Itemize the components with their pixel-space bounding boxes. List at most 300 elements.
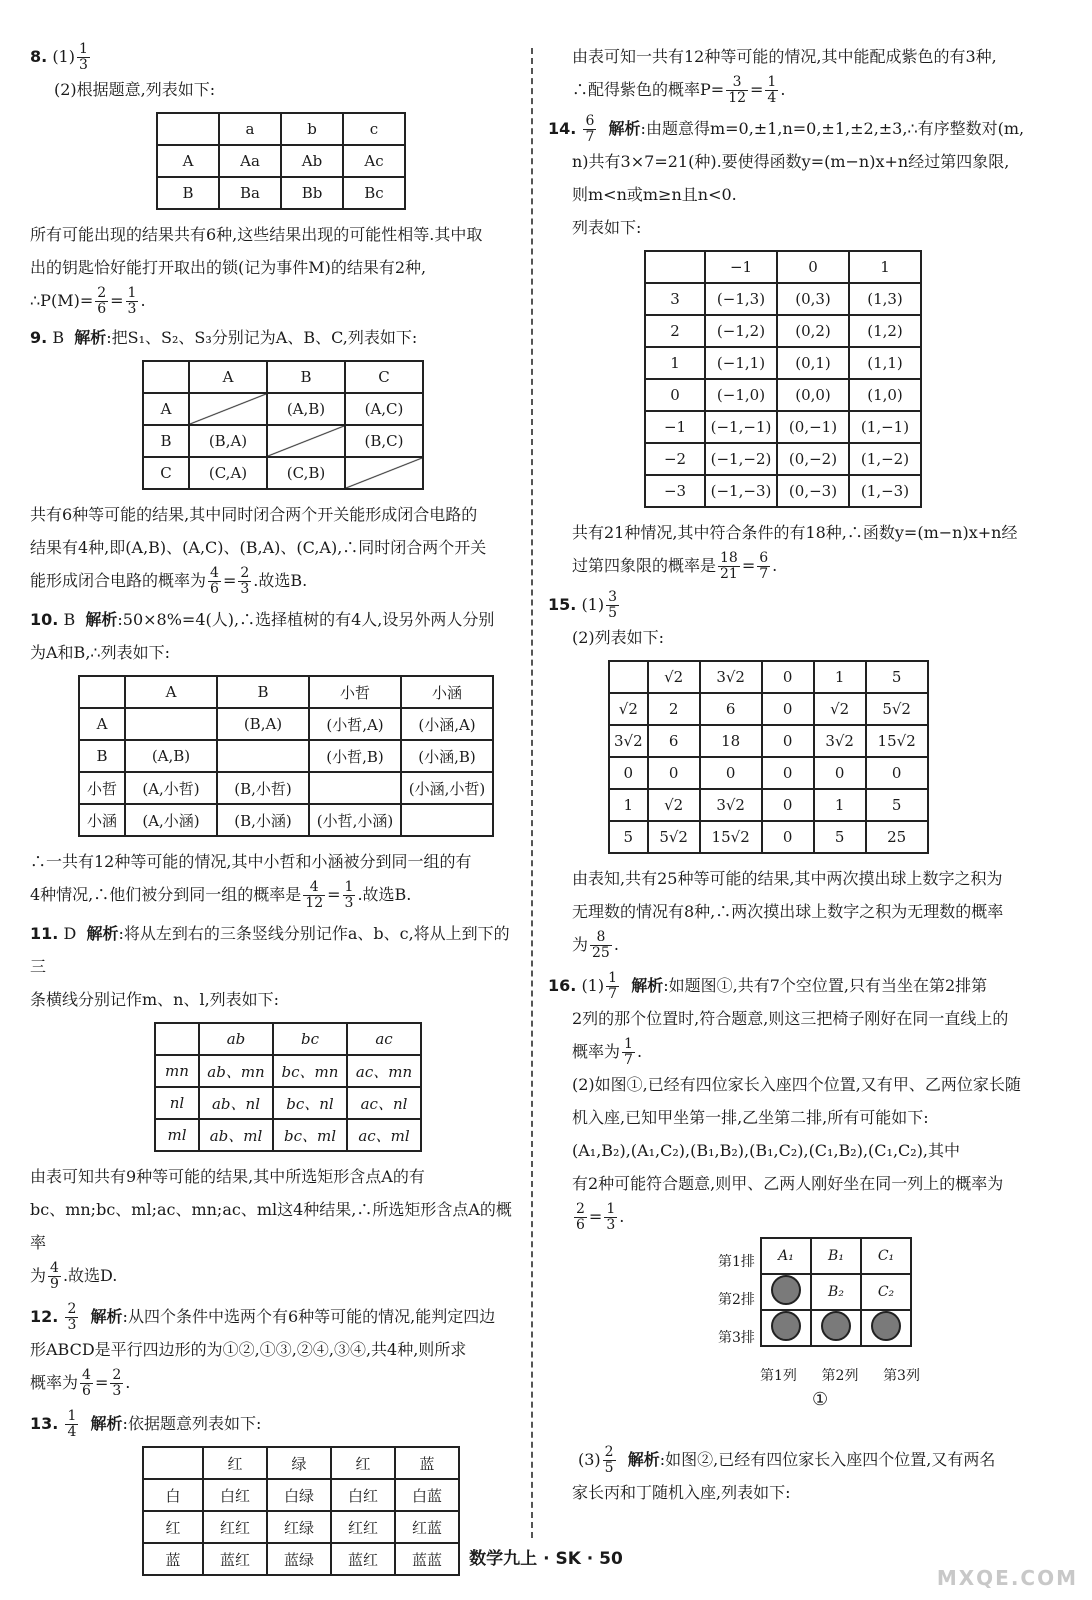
table-cell: 2 bbox=[645, 315, 705, 347]
table-cell: (C,B) bbox=[267, 457, 345, 489]
table-cell: −2 bbox=[645, 443, 705, 475]
table-cell: 蓝 bbox=[143, 1543, 203, 1575]
seat-grid bbox=[760, 1237, 912, 1347]
table-row bbox=[609, 757, 928, 789]
q8-part2: (2)根据题意,列表如下: bbox=[54, 80, 216, 99]
q14-number: 14. bbox=[548, 119, 577, 138]
q13-text-2: ∴配得紫色的概率P= $\frac{3}{12}$ = $\frac{1}{4}$ . bbox=[572, 74, 786, 106]
table-cell: (1,0) bbox=[849, 379, 921, 411]
q14-text-4: 共有21种情况,其中符合条件的有18种,∴函数y=(m−n)x+n经 bbox=[572, 523, 1018, 542]
table-cell: 2 bbox=[648, 693, 700, 725]
table-cell bbox=[401, 804, 493, 836]
table-row bbox=[645, 347, 921, 379]
q10-frac-a bbox=[303, 880, 325, 910]
table-cell: 6 bbox=[700, 693, 762, 725]
seat-dot-icon bbox=[771, 1311, 801, 1341]
table-cell: ml bbox=[155, 1119, 199, 1151]
table-cell: c bbox=[343, 113, 405, 145]
numerator: 1 bbox=[127, 285, 137, 302]
q10-text-1: 为A和B,∴列表如下: bbox=[30, 643, 170, 662]
q9-text-1: 共有6种等可能的结果,其中同时闭合两个开关能形成闭合电路的 bbox=[30, 505, 478, 524]
denominator: 7 bbox=[585, 129, 595, 145]
numerator: 4 bbox=[50, 1260, 59, 1277]
table-cell: 0 bbox=[645, 379, 705, 411]
table-cell: √2 bbox=[648, 789, 700, 821]
left-column bbox=[30, 40, 525, 1584]
table-cell: (小涵,B) bbox=[401, 740, 493, 772]
table-cell: 白 bbox=[143, 1479, 203, 1511]
numerator: 2 bbox=[576, 1201, 585, 1218]
table-cell: 蓝 bbox=[395, 1447, 459, 1479]
table-cell: A bbox=[125, 676, 217, 708]
col-label-3: 第3列 bbox=[883, 1368, 920, 1384]
table-cell: (A,B) bbox=[125, 740, 217, 772]
occupied-seat-icon bbox=[761, 1310, 811, 1346]
col-label-1: 第1列 bbox=[760, 1368, 797, 1384]
q15-text-1: 由表知,共有25种等可能的结果,其中两次摸出球上数字之积为 bbox=[572, 869, 1003, 888]
table-cell: Bc bbox=[343, 177, 405, 209]
q14-answer-frac bbox=[583, 114, 596, 144]
table-cell bbox=[609, 661, 648, 693]
table-cell: 15√2 bbox=[866, 725, 928, 757]
q13-answer-frac bbox=[65, 1409, 78, 1439]
table-cell: Ac bbox=[343, 145, 405, 177]
denominator: 5 bbox=[604, 1460, 614, 1476]
denominator: 12 bbox=[305, 895, 324, 911]
q12-analysis-label: 解析 bbox=[90, 1307, 123, 1326]
table-cell: (B,C) bbox=[345, 425, 423, 457]
table-cell: 1 bbox=[849, 251, 921, 283]
seat-dot-icon bbox=[771, 1275, 801, 1305]
numerator: 1 bbox=[608, 970, 618, 987]
table-row bbox=[143, 361, 423, 393]
table-cell: 15√2 bbox=[700, 821, 762, 853]
denominator: 7 bbox=[608, 986, 618, 1002]
numerator: 2 bbox=[240, 565, 250, 582]
q11-text-0: :将从左到右的三条竖线分别记作a、b、c,将从上到下的三 bbox=[30, 924, 510, 976]
table-row bbox=[157, 145, 405, 177]
table-row bbox=[143, 1447, 459, 1479]
q8-frac-a bbox=[95, 286, 108, 316]
table-row bbox=[157, 177, 405, 209]
q9-answer: B bbox=[52, 328, 65, 347]
table-cell: mn bbox=[155, 1055, 199, 1087]
table-cell: 1 bbox=[645, 347, 705, 379]
q13-text-0: :依据题意列表如下: bbox=[122, 1414, 262, 1433]
table-row bbox=[155, 1023, 421, 1055]
q14-table bbox=[644, 250, 922, 508]
q11-text-3: bc、mn;bc、ml;ac、mn;ac、ml这4种结果,∴所选矩形含点A的概率 bbox=[30, 1200, 512, 1252]
table-row bbox=[79, 676, 493, 708]
q16-text-7: :如图②,已经有四位家长入座四个位置,又有两名 bbox=[659, 1450, 996, 1469]
table-row bbox=[645, 443, 921, 475]
table-cell: 3√2 bbox=[700, 661, 762, 693]
occupied-seat-icon bbox=[761, 1274, 811, 1310]
table-cell: (C,A) bbox=[189, 457, 267, 489]
table-cell: 白蓝 bbox=[395, 1479, 459, 1511]
table-cell: (0,−1) bbox=[777, 411, 849, 443]
page-footer: 数学九上 · SK · 50 bbox=[469, 1549, 623, 1569]
q15-part2: (2)列表如下: bbox=[572, 628, 665, 647]
q16-part2: (2)如图①,已经有四位家长入座四个位置,又有甲、乙两位家长随 bbox=[572, 1075, 1021, 1094]
q16-answer-frac bbox=[606, 971, 619, 1001]
numerator: 1 bbox=[344, 879, 354, 896]
table-row bbox=[155, 1055, 421, 1087]
empty-seat: B₁ bbox=[811, 1238, 861, 1274]
q8-number: 8. bbox=[30, 47, 48, 66]
table-cell: (−1,3) bbox=[705, 283, 777, 315]
denominator: 5 bbox=[608, 605, 618, 621]
table-cell: −1 bbox=[645, 411, 705, 443]
q13-prob-label: ∴配得紫色的概率P= bbox=[572, 80, 725, 99]
table-cell: A bbox=[79, 708, 125, 740]
table-cell bbox=[79, 676, 125, 708]
denominator: 7 bbox=[759, 566, 769, 582]
numerator: 4 bbox=[303, 880, 325, 896]
empty-seat: C₁ bbox=[861, 1238, 911, 1274]
table-cell bbox=[143, 1447, 203, 1479]
table-cell: B bbox=[217, 676, 309, 708]
seat-row-labels bbox=[718, 1243, 755, 1357]
table-cell: ac、ml bbox=[347, 1119, 421, 1151]
table-cell: (0,3) bbox=[777, 283, 849, 315]
table-row bbox=[155, 1087, 421, 1119]
q16-frac-a bbox=[622, 1037, 635, 1067]
table-cell: B bbox=[157, 177, 219, 209]
table-row bbox=[645, 411, 921, 443]
table-row bbox=[609, 661, 928, 693]
q12-frac-a bbox=[80, 1368, 93, 1398]
numerator: 8 bbox=[590, 930, 612, 946]
table-cell: 0 bbox=[648, 757, 700, 789]
table-row bbox=[79, 740, 493, 772]
q13-number: 13. bbox=[30, 1414, 59, 1433]
table-row bbox=[609, 725, 928, 757]
table-cell: A bbox=[189, 361, 267, 393]
denominator: 25 bbox=[592, 945, 610, 961]
table-cell bbox=[155, 1023, 199, 1055]
q15-frac-a bbox=[590, 930, 612, 960]
table-cell: Bb bbox=[281, 177, 343, 209]
table-cell: 0 bbox=[762, 693, 814, 725]
seat-row bbox=[761, 1310, 911, 1346]
empty-seat: C₂ bbox=[861, 1274, 911, 1310]
table-cell: ab、mn bbox=[199, 1055, 273, 1087]
q16-text-4: (A₁,B₂),(A₁,C₂),(B₁,B₂),(B₁,C₂),(C₁,B₂),(C₁,C₂),其中 bbox=[572, 1141, 961, 1160]
q14-text-1: n)共有3×7=21(种).要使得函数y=(m−n)x+n经过第四象限, bbox=[572, 152, 1010, 171]
table-cell: 0 bbox=[762, 821, 814, 853]
table-cell: 0 bbox=[762, 789, 814, 821]
table-cell: 小哲 bbox=[309, 676, 401, 708]
numerator: 3 bbox=[608, 589, 618, 606]
table-cell: (B,小哲) bbox=[217, 772, 309, 804]
table-cell: 小涵 bbox=[401, 676, 493, 708]
table-cell: (0,0) bbox=[777, 379, 849, 411]
numerator: 18 bbox=[720, 550, 738, 567]
q16-text-0: :如题图①,共有7个空位置,只有当坐在第2排第 bbox=[663, 976, 988, 995]
table-cell: √2 bbox=[648, 661, 700, 693]
q10-table bbox=[78, 675, 494, 837]
q12-text-1: 形ABCD是平行四边形的为①②,①③,②④,③④,共4种,则所求 bbox=[30, 1340, 467, 1359]
col-label-2: 第2列 bbox=[821, 1368, 859, 1384]
table-cell: 蓝绿 bbox=[267, 1543, 331, 1575]
table-cell: (1,2) bbox=[849, 315, 921, 347]
table-cell: 5 bbox=[866, 661, 928, 693]
table-cell: 小哲 bbox=[79, 772, 125, 804]
table-cell: (−1,−2) bbox=[705, 443, 777, 475]
denominator: 6 bbox=[82, 1383, 91, 1399]
q8-table bbox=[156, 112, 406, 210]
numerator: 6 bbox=[585, 113, 595, 130]
table-row bbox=[645, 315, 921, 347]
table-cell bbox=[645, 251, 705, 283]
q14-text-3: 列表如下: bbox=[572, 218, 642, 237]
seat-row bbox=[761, 1238, 911, 1274]
table-cell: (A,小哲) bbox=[125, 772, 217, 804]
q14-text-2: 则m<n或m≥n且n<0. bbox=[572, 185, 737, 204]
table-cell: 白红 bbox=[331, 1479, 395, 1511]
q16-text-3: 机入座,已知甲坐第一排,乙坐第二排,所有可能如下: bbox=[572, 1108, 929, 1127]
table-cell: (1,−1) bbox=[849, 411, 921, 443]
table-cell: −1 bbox=[705, 251, 777, 283]
table-cell: 0 bbox=[762, 661, 814, 693]
numerator: 1 bbox=[624, 1036, 633, 1053]
table-row bbox=[609, 693, 928, 725]
table-cell: (−1,0) bbox=[705, 379, 777, 411]
q8-text-1: 所有可能出现的结果共有6种,这些结果出现的可能性相等.其中取 bbox=[30, 225, 483, 244]
table-cell: (A,B) bbox=[267, 393, 345, 425]
table-cell: ac bbox=[347, 1023, 421, 1055]
table-row bbox=[157, 113, 405, 145]
table-cell: (−1,2) bbox=[705, 315, 777, 347]
table-cell: 绿 bbox=[267, 1447, 331, 1479]
q9-text-3: 能形成闭合电路的概率为 $\frac{4}{6}$ = $\frac{2}{3}$ .故选B. bbox=[30, 565, 308, 597]
right-column bbox=[548, 40, 1063, 1509]
table-cell: Ba bbox=[219, 177, 281, 209]
table-cell: 5 bbox=[866, 789, 928, 821]
q9-analysis-label: 解析 bbox=[74, 328, 107, 347]
occupied-seat-icon bbox=[811, 1310, 861, 1346]
q11-analysis-label: 解析 bbox=[86, 924, 119, 943]
table-cell bbox=[189, 393, 267, 425]
table-cell: a bbox=[219, 113, 281, 145]
q15-text-3: 为 $\frac{8}{25}$ . bbox=[572, 929, 619, 961]
empty-seat: A₁ bbox=[761, 1238, 811, 1274]
table-cell: 3√2 bbox=[814, 725, 866, 757]
table-cell: (−1,−1) bbox=[705, 411, 777, 443]
numerator: 1 bbox=[606, 1201, 616, 1218]
table-cell bbox=[125, 708, 217, 740]
q12-answer-frac bbox=[65, 1302, 78, 1332]
denominator: 6 bbox=[576, 1217, 585, 1233]
q8-text-2: 出的钥匙恰好能打开取出的锁(记为事件M)的结果有2种, bbox=[30, 258, 427, 277]
q16-analysis-label: 解析 bbox=[631, 976, 664, 995]
q8-line-1 bbox=[30, 40, 525, 73]
q13-text-1: 由表可知一共有12种等可能的情况,其中能配成紫色的有3种, bbox=[572, 47, 997, 66]
table-cell: (1,1) bbox=[849, 347, 921, 379]
table-row bbox=[609, 821, 928, 853]
q11-number: 11. bbox=[30, 924, 59, 943]
table-cell bbox=[143, 361, 189, 393]
q8-part1: (1) bbox=[52, 47, 75, 66]
denominator: 3 bbox=[127, 301, 137, 317]
q16-text-8: 家长丙和丁随机入座,列表如下: bbox=[572, 1483, 791, 1502]
table-row bbox=[143, 457, 423, 489]
q15-part1: (1) bbox=[581, 595, 605, 614]
q9-conclusion: .故选B. bbox=[253, 571, 308, 590]
q12-prob-label: 概率为 bbox=[30, 1373, 79, 1392]
table-cell: (B,A) bbox=[217, 708, 309, 740]
denominator: 3 bbox=[344, 895, 354, 911]
table-cell: 蓝蓝 bbox=[395, 1543, 459, 1575]
denominator: 3 bbox=[606, 1217, 616, 1233]
q8-frac-b bbox=[126, 286, 139, 316]
table-cell: A bbox=[143, 393, 189, 425]
q14-prob-label: 过第四象限的概率是 bbox=[572, 556, 717, 575]
table-cell: 小涵 bbox=[79, 804, 125, 836]
q9-text-2: 结果有4种,即(A,B)、(A,C)、(B,A)、(C,A),∴同时闭合两个开关 bbox=[30, 538, 487, 557]
table-cell: 蓝红 bbox=[203, 1543, 267, 1575]
table-cell: 5 bbox=[609, 821, 648, 853]
table-cell: −3 bbox=[645, 475, 705, 507]
q16-part3-line bbox=[548, 1443, 1063, 1476]
table-cell: 0 bbox=[762, 725, 814, 757]
q16-frac-c bbox=[604, 1202, 617, 1232]
table-cell: bc、mn bbox=[273, 1055, 347, 1087]
q9-frac-b bbox=[238, 566, 251, 596]
q14-text-0: :由题意得m=0,±1,n=0,±1,±2,±3,∴有序整数对(m, bbox=[640, 119, 1025, 138]
q10-line-1 bbox=[30, 603, 525, 636]
q10-number: 10. bbox=[30, 610, 59, 629]
table-cell: 0 bbox=[777, 251, 849, 283]
table-row bbox=[155, 1119, 421, 1151]
q8-prob-label: ∴P(M)= bbox=[30, 291, 94, 310]
table-row bbox=[143, 425, 423, 457]
table-cell: 5√2 bbox=[648, 821, 700, 853]
table-cell: ac、nl bbox=[347, 1087, 421, 1119]
row-label-1: 第1排 bbox=[718, 1254, 755, 1270]
table-cell: 3√2 bbox=[609, 725, 648, 757]
table-cell: ab、ml bbox=[199, 1119, 273, 1151]
q8-fraction bbox=[77, 42, 90, 72]
table-row bbox=[609, 789, 928, 821]
denominator: 3 bbox=[240, 581, 250, 597]
q16-text-2: 概率为 $\frac{1}{7}$ . bbox=[572, 1036, 643, 1068]
q10-prob-label: 4种情况,∴他们被分到同一组的概率是 bbox=[30, 885, 302, 904]
seat-dot-icon bbox=[871, 1311, 901, 1341]
table-cell: 1 bbox=[609, 789, 648, 821]
table-cell bbox=[157, 113, 219, 145]
table-cell bbox=[309, 772, 401, 804]
table-cell: 红蓝 bbox=[395, 1511, 459, 1543]
q16-part3: (3) bbox=[578, 1450, 601, 1469]
q12-frac-b bbox=[110, 1368, 123, 1398]
table-cell: 蓝红 bbox=[331, 1543, 395, 1575]
q11-text-4 bbox=[30, 1259, 525, 1292]
q14-analysis-label: 解析 bbox=[608, 119, 641, 138]
denominator: 3 bbox=[67, 1317, 77, 1333]
table-row bbox=[79, 804, 493, 836]
occupied-seat-icon bbox=[861, 1310, 911, 1346]
q12-text-0: :从四个条件中选两个有6种等可能的情况,能判定四边 bbox=[122, 1307, 496, 1326]
q14-frac-b bbox=[757, 551, 770, 581]
table-cell bbox=[345, 457, 423, 489]
denominator: 4 bbox=[67, 1424, 77, 1440]
table-cell: ac、mn bbox=[347, 1055, 421, 1087]
q10-text-0: :50×8%=4(人),∴选择植树的有4人,设另外两人分别 bbox=[117, 610, 495, 629]
table-cell bbox=[217, 740, 309, 772]
table-row bbox=[79, 772, 493, 804]
table-cell: 0 bbox=[609, 757, 648, 789]
table-cell: 25 bbox=[866, 821, 928, 853]
q13-line-1 bbox=[30, 1407, 525, 1440]
q10-conclusion: .故选B. bbox=[357, 885, 412, 904]
q16-line-1 bbox=[548, 969, 1063, 1002]
denominator: 6 bbox=[97, 301, 107, 317]
table-cell: ab、nl bbox=[199, 1087, 273, 1119]
q11-answer: D bbox=[63, 924, 77, 943]
q9-table bbox=[142, 360, 424, 490]
q11-conclusion: .故选D. bbox=[62, 1266, 118, 1285]
table-cell: 红 bbox=[143, 1511, 203, 1543]
table-cell: C bbox=[345, 361, 423, 393]
table-row bbox=[79, 708, 493, 740]
q11-text-2: 由表可知共有9种等可能的结果,其中所选矩形含点A的有 bbox=[30, 1167, 425, 1186]
table-cell: (A,小涵) bbox=[125, 804, 217, 836]
q10-text-3: 4种情况,∴他们被分到同一组的概率是 $\frac{4}{12}$ = $\frac{1}{3}$ .故选B. bbox=[30, 879, 412, 911]
table-cell: 3 bbox=[645, 283, 705, 315]
numerator: 4 bbox=[210, 565, 219, 582]
table-cell: (0,−2) bbox=[777, 443, 849, 475]
table-cell: (0,1) bbox=[777, 347, 849, 379]
row-label-3: 第3排 bbox=[718, 1330, 755, 1346]
q11-table bbox=[154, 1022, 422, 1152]
table-cell: 红 bbox=[203, 1447, 267, 1479]
table-cell: A bbox=[157, 145, 219, 177]
table-cell: 3√2 bbox=[700, 789, 762, 821]
table-cell: (小涵,小哲) bbox=[401, 772, 493, 804]
q15-number: 15. bbox=[548, 595, 577, 614]
table-cell: 5 bbox=[814, 821, 866, 853]
table-cell: (1,−2) bbox=[849, 443, 921, 475]
table-cell: 红 bbox=[331, 1447, 395, 1479]
table-cell: Ab bbox=[281, 145, 343, 177]
q9-prob-label: 能形成闭合电路的概率为 bbox=[30, 571, 207, 590]
table-row bbox=[143, 1479, 459, 1511]
q16-text-6: $\frac{2}{6}$ = $\frac{1}{3}$ . bbox=[576, 1201, 625, 1233]
q16-text-5: 有2种可能符合题意,则甲、乙两人刚好坐在同一列上的概率为 bbox=[572, 1174, 1004, 1193]
q9-number: 9. bbox=[30, 328, 48, 347]
table-cell: √2 bbox=[609, 693, 648, 725]
numerator: 2 bbox=[604, 1444, 614, 1461]
seat-col-labels bbox=[760, 1365, 920, 1385]
table-row bbox=[143, 1511, 459, 1543]
table-row bbox=[645, 475, 921, 507]
empty-seat: B₂ bbox=[811, 1274, 861, 1310]
q16-frac-b bbox=[574, 1202, 587, 1232]
q15-answer-frac bbox=[606, 590, 619, 620]
table-cell: (B,A) bbox=[189, 425, 267, 457]
table-cell: (小哲,小涵) bbox=[309, 804, 401, 836]
denominator: 3 bbox=[78, 57, 88, 73]
denominator: 6 bbox=[210, 581, 219, 597]
numerator: 4 bbox=[82, 1367, 91, 1384]
q15-text-2: 无理数的情况有8种,∴两次摸出球上数字之积为无理数的概率 bbox=[572, 902, 1004, 921]
table-cell: B bbox=[143, 425, 189, 457]
table-cell: 5√2 bbox=[866, 693, 928, 725]
q16-prob-label: 概率为 bbox=[572, 1042, 621, 1061]
seat-row bbox=[761, 1274, 911, 1310]
